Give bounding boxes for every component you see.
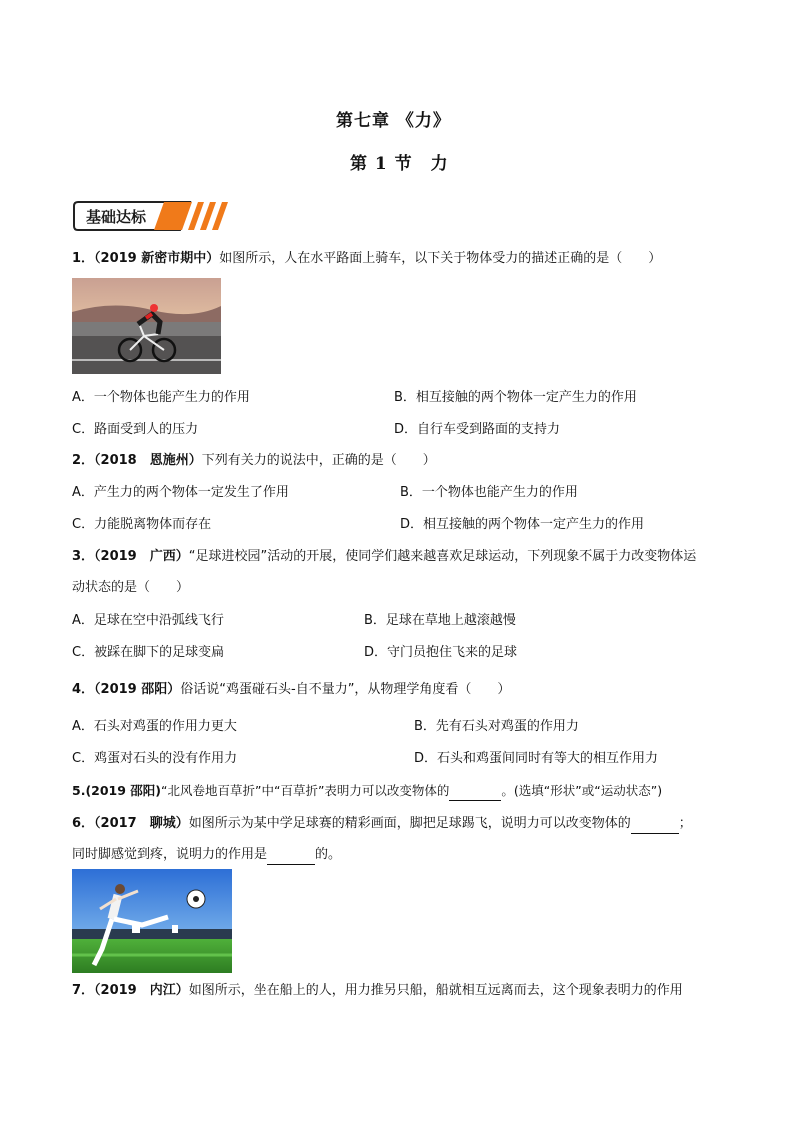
q2-option-b: B．一个物体也能产生力的作用 — [400, 485, 578, 500]
question-5 — [72, 782, 662, 801]
q2-option-d: D．相互接触的两个物体一定产生力的作用 — [400, 517, 645, 532]
q4-option-a: A．石头对鸡蛋的作用力更大 — [72, 719, 237, 734]
q6-stem-line2-after: 的。 — [315, 847, 342, 862]
q3-option-c: C．被踩在脚下的足球变扁 — [72, 645, 225, 660]
q1-option-d: D．自行车受到路面的支持力 — [394, 422, 561, 437]
q4-option-d: D．石头和鸡蛋间同时有等大的相互作用力 — [414, 751, 659, 766]
q3-stem-line1: “足球进校园”活动的开展，使同学们越来越喜欢足球运动，下列现象不属于力改变物体运 — [188, 549, 697, 564]
section-title: 第 1 节 力 — [350, 154, 449, 174]
q6-source: （2017 聊城） — [94, 816, 189, 831]
question-2 — [72, 452, 436, 470]
q5-stem-after: 。(选填“形状”或“运动状态”) — [501, 783, 663, 798]
q4-option-b: B．先有石头对鸡蛋的作用力 — [414, 719, 579, 734]
q4-option-c: C．鸡蛋对石头的没有作用力 — [72, 751, 238, 766]
chapter-title: 第七章 《力》 — [336, 111, 451, 131]
q1-option-b: B．相互接触的两个物体一定产生力的作用 — [394, 390, 637, 405]
q1-source: （2019 新密市期中） — [94, 251, 220, 266]
q2-stem: 下列有关力的说法中，正确的是（ ） — [201, 453, 436, 468]
cyclist-photo — [72, 278, 221, 374]
q2-option-a: A．产生力的两个物体一定发生了作用 — [72, 485, 289, 500]
q7-stem: 如图所示，坐在船上的人，用力推另只船，船就相互远离而去，这个现象表明力的作用 — [188, 983, 683, 998]
q1-option-a: A．一个物体也能产生力的作用 — [72, 390, 250, 405]
q1-option-c: C．路面受到人的压力 — [72, 422, 199, 437]
question-3 — [72, 548, 696, 566]
q3-option-a: A．足球在空中沿弧线飞行 — [72, 613, 224, 628]
q7-number: 7． — [72, 983, 95, 998]
question-4 — [72, 681, 510, 699]
q2-source: （2018 恩施州） — [94, 453, 202, 468]
q2-option-c: C．力能脱离物体而存在 — [72, 517, 212, 532]
q6-stem-line1-end: ； — [678, 816, 692, 831]
q4-source: （2019 邵阳） — [94, 682, 181, 697]
q7-source: （2019 内江） — [94, 983, 189, 998]
q4-number: 4． — [72, 682, 95, 697]
q2-number: 2． — [72, 453, 95, 468]
question-7 — [72, 982, 683, 1000]
section-badge — [72, 198, 230, 234]
q5-stem-before: “北风卷地百草折”中“百草折”表明力可以改变物体的 — [161, 783, 450, 798]
q5-number-source: 5.(2019 邵阳) — [72, 783, 162, 798]
q4-stem: 俗话说“鸡蛋碰石头-自不量力”，从物理学角度看（ ） — [180, 682, 511, 697]
q3-source: （2019 广西） — [94, 549, 189, 564]
q6-answer-blank-1[interactable] — [631, 815, 679, 834]
soccer-photo — [72, 869, 232, 973]
q6-answer-blank-2[interactable] — [267, 846, 315, 865]
badge-label: 基础达标 — [86, 208, 147, 226]
question-1 — [72, 250, 661, 268]
question-6 — [72, 815, 692, 834]
q3-number: 3． — [72, 549, 95, 564]
q1-stem: 如图所示，人在水平路面上骑车，以下关于物体受力的描述正确的是（ ） — [219, 251, 662, 266]
q5-answer-blank[interactable] — [449, 782, 501, 801]
q6-stem-line2-before: 同时脚感觉到疼，说明力的作用是 — [72, 847, 268, 862]
q6-line2 — [72, 846, 341, 865]
q3-stem-line2: 动状态的是（ ） — [72, 580, 190, 595]
q3-option-d: D．守门员抱住飞来的足球 — [364, 645, 518, 660]
q3-option-b: B．足球在草地上越滚越慢 — [364, 613, 516, 628]
q6-number: 6． — [72, 816, 95, 831]
q6-stem-line1: 如图所示为某中学足球赛的精彩画面，脚把足球踢飞，说明力可以改变物体的 — [188, 816, 631, 831]
q1-number: 1． — [72, 251, 95, 266]
